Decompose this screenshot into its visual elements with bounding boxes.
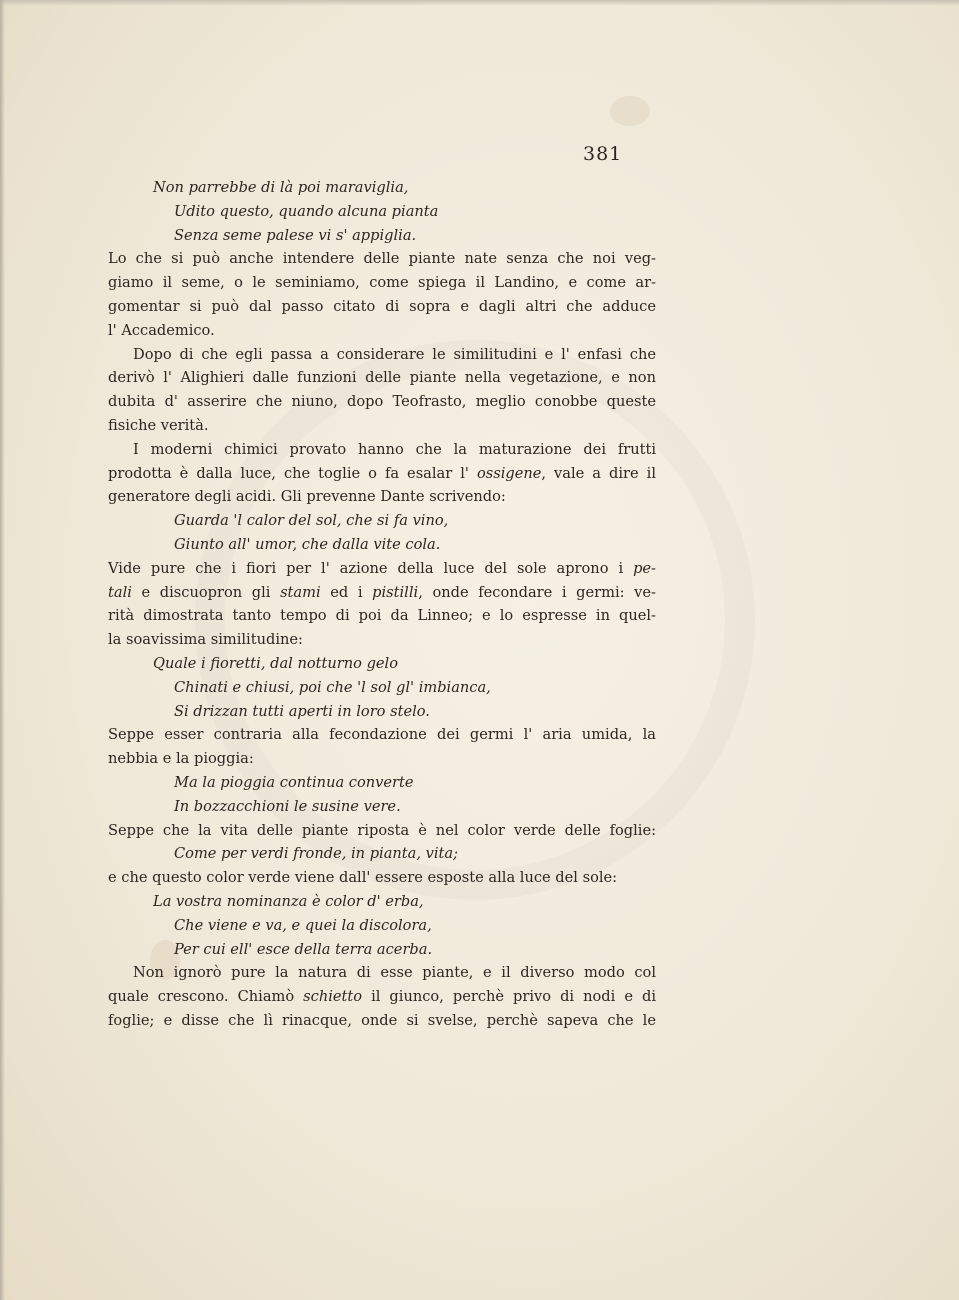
text-segment: l' Accademico.	[108, 321, 215, 339]
text-segment: Ma la pioggia continua converte	[174, 773, 414, 791]
text-segment: Che viene e va, e quei la discolora,	[174, 916, 432, 934]
text-line	[108, 747, 656, 771]
text-segment: Udito questo, quando alcuna pianta	[174, 202, 439, 220]
verse-line	[108, 700, 656, 724]
text-line	[108, 961, 656, 985]
text-segment: , vale a dire il	[541, 464, 656, 482]
text-segment: la soavissima similitudine:	[108, 631, 303, 649]
text-segment: dubita d' asserire che niuno, dopo Teofrasto, meglio conobbe queste	[108, 393, 656, 411]
text-segment: I moderni chimici provato hanno che la maturazione dei frutti	[133, 440, 656, 458]
text-segment: foglie; e disse che lì rinacque, onde si svelse, perchè sapeva che le	[108, 1011, 656, 1029]
page-left-edge	[0, 0, 5, 1300]
text-segment: e che questo color verde viene dall' essere esposte alla luce del sole:	[108, 869, 618, 887]
text-segment: La vostra nominanza è color d' erba,	[153, 892, 424, 910]
italic-term: schietto	[303, 988, 363, 1006]
text-segment: Chinati e chiusi, poi che 'l sol gl' imbianca,	[174, 678, 491, 696]
text-segment: Senza seme palese vi s' appiglia.	[174, 226, 417, 244]
text-segment: Non ignorò pure la natura di esse piante, e il diverso modo col	[133, 964, 656, 982]
text-segment: Dopo di che egli passa a considerare le similitudini e l' enfasi che	[133, 345, 656, 363]
text-line	[108, 462, 656, 486]
verse-line	[108, 652, 656, 676]
text-segment: giamo il seme, o le seminiamo, come spiega il Landino, e come ar-	[108, 274, 656, 292]
italic-term: pe-	[633, 559, 656, 577]
page-top-edge	[0, 0, 959, 6]
verse-line	[108, 533, 656, 557]
text-segment: Lo che si può anche intendere delle piante nate senza che noi veg-	[108, 250, 656, 268]
text-line	[108, 1009, 656, 1033]
text-segment: gomentar si può dal passo citato di sopra e dagli altri che adduce	[108, 297, 656, 315]
page-number: 381	[583, 143, 623, 165]
text-segment: Seppe che la vita delle piante riposta è nel color verde delle foglie:	[108, 821, 656, 839]
text-line	[108, 414, 656, 438]
text-line	[108, 390, 656, 414]
text-line	[108, 985, 656, 1009]
text-line	[108, 319, 656, 343]
text-line	[108, 557, 656, 581]
text-segment: Per cui ell' esce della terra acerba.	[174, 940, 433, 958]
italic-term: stami	[280, 583, 321, 601]
verse-line	[108, 676, 656, 700]
verse-line	[108, 176, 656, 200]
text-line	[108, 723, 656, 747]
text-segment: ed i	[320, 583, 373, 601]
text-line	[108, 271, 656, 295]
text-line	[108, 366, 656, 390]
verse-line	[108, 509, 656, 533]
verse-line	[108, 200, 656, 224]
text-segment: rità dimostrata tanto tempo di poi da Linneo; e lo espresse in quel-	[108, 607, 656, 625]
body-text	[108, 176, 656, 1033]
text-line	[108, 343, 656, 367]
verse-line	[108, 938, 656, 962]
text-segment: Come per verdi fronde, in pianta, vita;	[174, 845, 459, 863]
verse-line	[108, 224, 656, 248]
text-segment: , onde fecondare i germi: ve-	[418, 583, 656, 601]
text-segment: Quale i fioretti, dal notturno gelo	[153, 654, 399, 672]
text-segment: Si drizzan tutti aperti in loro stelo.	[174, 702, 430, 720]
verse-line	[108, 842, 656, 866]
text-segment: fisiche verità.	[108, 416, 209, 434]
text-segment: Non parrebbe di là poi maraviglia,	[153, 179, 409, 196]
text-line	[108, 581, 656, 605]
text-segment: Guarda 'l calor del sol, che si fa vino,	[174, 512, 449, 530]
verse-line	[108, 795, 656, 819]
text-segment: In bozzacchioni le susine vere.	[174, 797, 401, 815]
text-segment: nebbia e la pioggia:	[108, 750, 254, 768]
text-segment: derivò l' Alighieri dalle funzioni delle piante nella vegetazione, e non	[108, 369, 656, 387]
foxing-spot	[610, 96, 650, 126]
text-line	[108, 485, 656, 509]
text-line	[108, 295, 656, 319]
text-segment: il giunco, perchè privo di nodi e di	[362, 988, 656, 1006]
text-line	[108, 604, 656, 628]
text-line	[108, 247, 656, 271]
text-segment: Vide pure che i fiori per l' azione della luce del sole aprono i	[108, 559, 634, 577]
italic-term: tali	[108, 583, 132, 601]
text-line	[108, 438, 656, 462]
text-line	[108, 628, 656, 652]
text-segment: prodotta è dalla luce, che toglie o fa esalar l'	[108, 464, 477, 482]
verse-line	[108, 771, 656, 795]
italic-term: ossigene	[476, 464, 542, 482]
text-segment: generatore degli acidi. Gli prevenne Dante scrivendo:	[108, 488, 506, 506]
italic-term: pistilli	[372, 583, 419, 601]
verse-line	[108, 890, 656, 914]
text-line	[108, 819, 656, 843]
text-segment: quale crescono. Chiamò	[108, 988, 304, 1006]
text-segment: Giunto all' umor, che dalla vite cola.	[174, 535, 441, 553]
verse-line	[108, 914, 656, 938]
text-segment: Seppe esser contraria alla fecondazione dei germi l' aria umida, la	[108, 726, 656, 744]
text-segment: e discuopron gli	[131, 583, 281, 601]
text-line	[108, 866, 656, 890]
